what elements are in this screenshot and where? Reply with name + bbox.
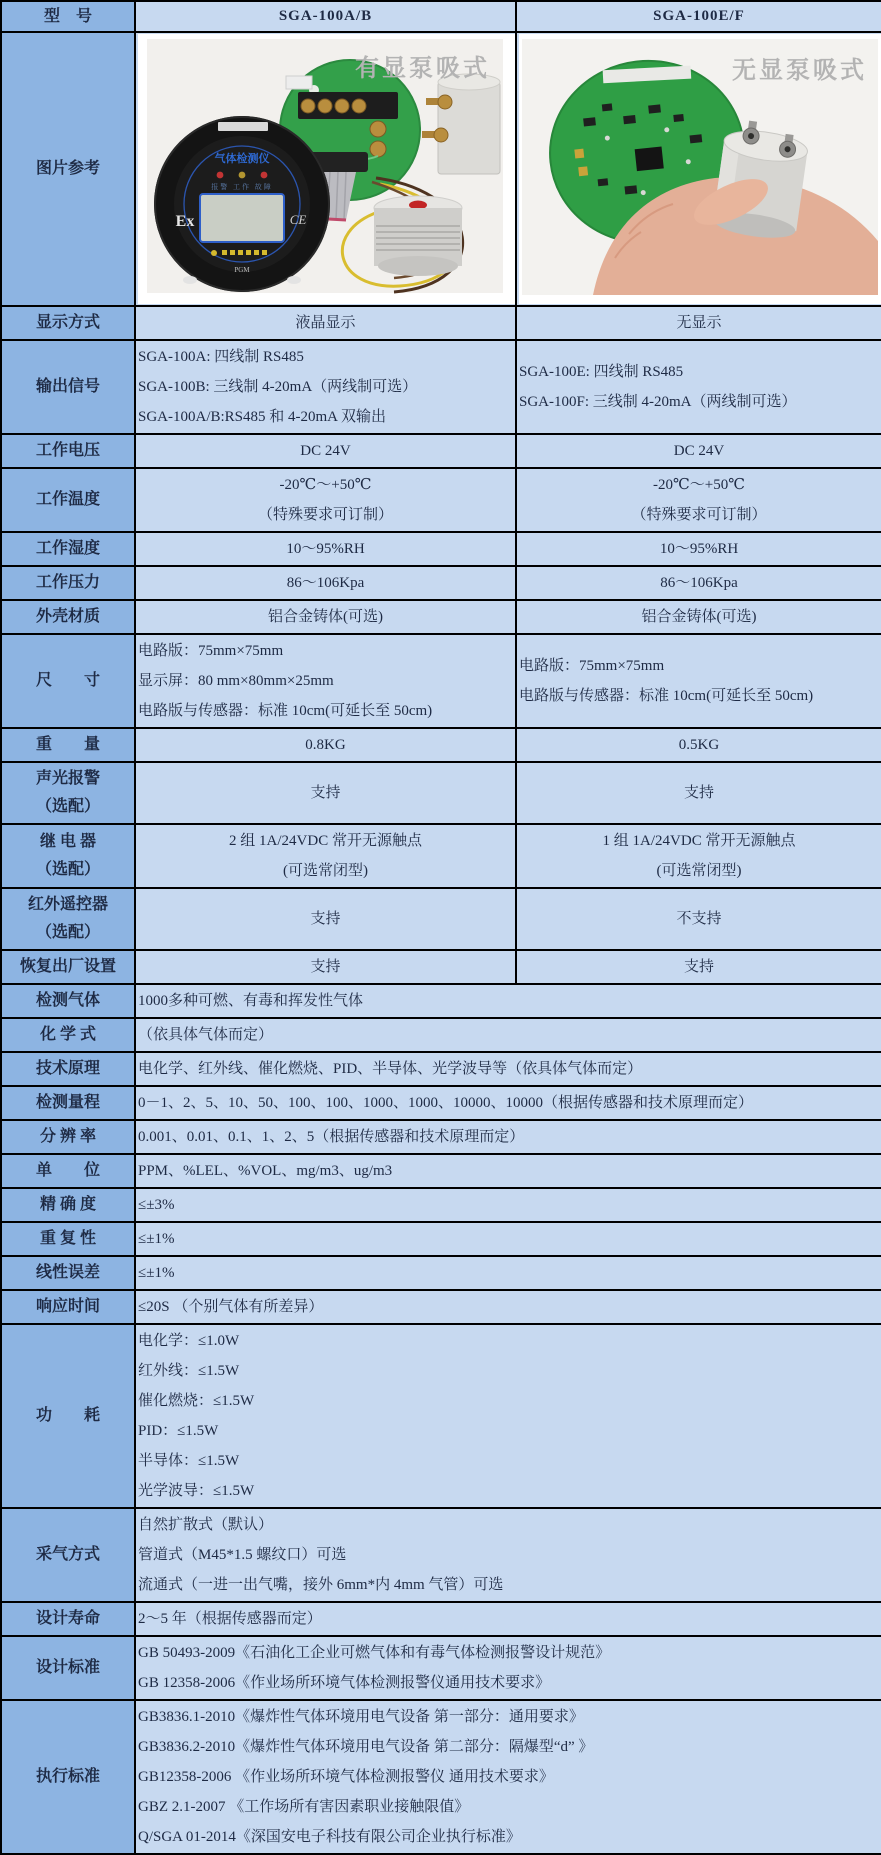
model-name-right: SGA-100E/F bbox=[516, 1, 881, 32]
spec-cell bbox=[135, 824, 516, 888]
row-label-line: 检测量程 bbox=[35, 1094, 100, 1111]
spec-cell bbox=[135, 950, 516, 984]
spec-cell bbox=[516, 888, 881, 950]
spec-cell bbox=[135, 762, 516, 824]
spec-row bbox=[1, 1120, 881, 1154]
spec-row bbox=[1, 468, 881, 532]
spec-line: 流通式（一进一出气嘴，接外 6mm*内 4mm 气管）可选 bbox=[138, 1577, 504, 1593]
row-label-line: 输出信号 bbox=[35, 378, 100, 395]
detector-illustration bbox=[154, 116, 330, 292]
row-label bbox=[1, 1290, 135, 1324]
spec-row bbox=[1, 1154, 881, 1188]
spec-cell bbox=[135, 1188, 881, 1222]
row-label bbox=[1, 1222, 135, 1256]
spec-line: -20℃～+50℃ bbox=[652, 477, 745, 493]
row-label bbox=[1, 888, 135, 950]
spec-row bbox=[1, 1222, 881, 1256]
row-label-line: 工作湿度 bbox=[35, 540, 100, 557]
spec-rows-body bbox=[1, 306, 881, 1854]
spec-line: PID：≤1.5W bbox=[138, 1423, 219, 1439]
spec-cell bbox=[135, 728, 516, 762]
spec-line: 支持 bbox=[683, 959, 714, 975]
row-label-line: 单 位 bbox=[35, 1162, 100, 1179]
row-label bbox=[1, 1086, 135, 1120]
spec-cell bbox=[135, 1508, 881, 1602]
spec-line: 0.001、0.01、0.1、1、2、5（根据传感器和技术原理而定） bbox=[138, 1129, 525, 1145]
spec-line: ≤20S （个别气体有所差异） bbox=[138, 1299, 324, 1315]
spec-row bbox=[1, 1018, 881, 1052]
spec-row bbox=[1, 434, 881, 468]
row-label bbox=[1, 468, 135, 532]
detector-led-labels: 报警 工作 故障 bbox=[211, 183, 273, 191]
spec-line: Q/SGA 01-2014《深国安电子科技有限公司企业执行标准》 bbox=[138, 1829, 521, 1845]
spec-cell bbox=[135, 340, 516, 434]
watermark-text-right: 无显泵吸式 bbox=[732, 58, 867, 84]
row-label bbox=[1, 634, 135, 728]
row-label bbox=[1, 1154, 135, 1188]
model-header-row bbox=[1, 1, 881, 32]
row-label-line: 恢复出厂设置 bbox=[19, 958, 116, 975]
spec-line: 支持 bbox=[310, 785, 341, 801]
row-label bbox=[1, 566, 135, 600]
spec-row bbox=[1, 600, 881, 634]
row-label bbox=[1, 984, 135, 1018]
spec-row bbox=[1, 340, 881, 434]
spec-line: DC 24V bbox=[300, 443, 351, 459]
row-label bbox=[1, 1324, 135, 1508]
spec-line: 86～106Kpa bbox=[286, 575, 365, 591]
spec-cell bbox=[135, 566, 516, 600]
row-label bbox=[1, 1700, 135, 1854]
row-label bbox=[1, 728, 135, 762]
spec-row bbox=[1, 634, 881, 728]
spec-cell bbox=[135, 888, 516, 950]
spec-line: (可选常闭型) bbox=[283, 863, 368, 879]
row-label-line: 重 复 性 bbox=[39, 1230, 96, 1247]
spec-row bbox=[1, 1508, 881, 1602]
spec-cell bbox=[135, 1120, 881, 1154]
spec-row bbox=[1, 1290, 881, 1324]
row-label-line: （选配） bbox=[35, 924, 100, 941]
row-label-line: 工作温度 bbox=[35, 491, 100, 508]
row-label-line: 技术原理 bbox=[35, 1060, 100, 1077]
spec-cell bbox=[135, 1256, 881, 1290]
spec-cell bbox=[516, 762, 881, 824]
spec-line: 铝合金铸体(可选) bbox=[268, 609, 383, 625]
spec-row bbox=[1, 1700, 881, 1854]
detector-title-text: 气体检测仪 bbox=[214, 153, 270, 165]
spec-cell bbox=[135, 1018, 881, 1052]
product-photo-cell-left bbox=[135, 32, 516, 306]
product-photo-sga100ef bbox=[519, 34, 881, 304]
spec-cell bbox=[516, 340, 881, 434]
spec-line: 红外线：≤1.5W bbox=[138, 1363, 240, 1379]
row-label bbox=[1, 1188, 135, 1222]
ce-mark-text: CE bbox=[289, 212, 307, 227]
spec-cell bbox=[135, 1636, 881, 1700]
row-label-line: 采气方式 bbox=[35, 1546, 100, 1563]
row-label bbox=[1, 824, 135, 888]
row-label bbox=[1, 762, 135, 824]
row-label-line: 重 量 bbox=[35, 736, 100, 753]
spec-cell bbox=[135, 1700, 881, 1854]
row-label bbox=[1, 1052, 135, 1086]
spec-cell bbox=[135, 306, 516, 340]
spec-line: 2～5 年（根据传感器而定） bbox=[138, 1611, 322, 1627]
row-label-line: 尺 寸 bbox=[35, 672, 100, 689]
spec-row bbox=[1, 824, 881, 888]
spec-line: (可选常闭型) bbox=[656, 863, 742, 879]
row-label-line: 工作电压 bbox=[35, 442, 100, 459]
spec-cell bbox=[135, 1290, 881, 1324]
spec-line: 催化燃烧：≤1.5W bbox=[138, 1393, 255, 1409]
spec-line: 光学波导：≤1.5W bbox=[138, 1483, 255, 1499]
spec-line: SGA-100A: 四线制 RS485 bbox=[138, 349, 304, 365]
model-header-label: 型 号 bbox=[1, 1, 135, 32]
spec-cell bbox=[516, 950, 881, 984]
spec-line: GB 12358-2006《作业场所环境气体检测报警仪通用技术要求》 bbox=[138, 1675, 551, 1691]
spec-row bbox=[1, 888, 881, 950]
lcd-screen bbox=[200, 194, 284, 242]
spec-row bbox=[1, 950, 881, 984]
spec-row bbox=[1, 984, 881, 1018]
spec-cell bbox=[135, 434, 516, 468]
spec-cell bbox=[516, 306, 881, 340]
spec-line: DC 24V bbox=[673, 443, 725, 459]
spec-cell bbox=[516, 532, 881, 566]
spec-line: 2 组 1A/24VDC 常开无源触点 bbox=[229, 833, 422, 849]
spec-line: 电路版：75mm×75mm bbox=[138, 643, 284, 659]
spec-cell bbox=[516, 634, 881, 728]
spec-line: 电路版：75mm×75mm bbox=[519, 658, 665, 674]
spec-cell bbox=[135, 984, 881, 1018]
ribbed-sensor-illustration bbox=[374, 196, 462, 276]
row-label bbox=[1, 1256, 135, 1290]
spec-line: 液晶显示 bbox=[295, 315, 356, 331]
spec-row bbox=[1, 566, 881, 600]
spec-line: SGA-100B: 三线制 4-20mA（两线制可选） bbox=[138, 379, 418, 395]
spec-line: 自然扩散式（默认） bbox=[138, 1517, 274, 1533]
row-label bbox=[1, 1508, 135, 1602]
spec-line: GB 50493-2009《石油化工企业可燃气体和有毒气体检测报警设计规范》 bbox=[138, 1645, 611, 1661]
spec-row bbox=[1, 1602, 881, 1636]
spec-row bbox=[1, 762, 881, 824]
product-photo-sga100ab bbox=[138, 34, 515, 304]
spec-row bbox=[1, 532, 881, 566]
spec-cell bbox=[516, 434, 881, 468]
spec-line: （特殊要求可订制） bbox=[257, 507, 393, 523]
spec-line: 电化学：≤1.0W bbox=[138, 1333, 240, 1349]
spec-line: 0.5KG bbox=[678, 737, 720, 753]
spec-line: 电路版与传感器：标准 10cm(可延长至 50cm) bbox=[138, 703, 433, 719]
spec-line: 86～106Kpa bbox=[660, 575, 738, 591]
row-label-line: 线性误差 bbox=[35, 1264, 100, 1281]
spec-row bbox=[1, 1324, 881, 1508]
spec-line: 铝合金铸体(可选) bbox=[641, 609, 757, 625]
spec-cell bbox=[516, 824, 881, 888]
spec-cell bbox=[516, 566, 881, 600]
row-label-line: 化 学 式 bbox=[39, 1026, 96, 1043]
spec-cell bbox=[135, 532, 516, 566]
spec-line: 电化学、红外线、催化燃烧、PID、半导体、光学波导等（依具体气体而定） bbox=[138, 1061, 643, 1077]
image-row bbox=[1, 32, 881, 306]
spec-line: GB12358-2006 《作业场所环境气体检测报警仪 通用技术要求》 bbox=[138, 1769, 554, 1785]
spec-line: 1 组 1A/24VDC 常开无源触点 bbox=[602, 833, 796, 849]
row-label bbox=[1, 950, 135, 984]
row-label bbox=[1, 340, 135, 434]
row-label-line: 外壳材质 bbox=[35, 608, 100, 625]
spec-cell bbox=[135, 1222, 881, 1256]
spec-cell bbox=[135, 1154, 881, 1188]
spec-cell bbox=[135, 600, 516, 634]
spec-cell bbox=[516, 468, 881, 532]
spec-line: 不支持 bbox=[676, 911, 722, 927]
spec-line: 10～95%RH bbox=[659, 541, 739, 557]
row-label-line: （选配） bbox=[35, 861, 100, 878]
spec-line: 显示屏：80 mm×80mm×25mm bbox=[138, 673, 334, 689]
spec-line: SGA-100A/B:RS485 和 4-20mA 双输出 bbox=[138, 409, 386, 425]
row-label bbox=[1, 434, 135, 468]
spec-line: ≤±1% bbox=[138, 1231, 175, 1247]
pgm-label-text: PGM bbox=[234, 266, 250, 274]
row-label-line: 设计寿命 bbox=[35, 1610, 100, 1627]
row-label bbox=[1, 1636, 135, 1700]
spec-row bbox=[1, 1086, 881, 1120]
spec-line: 半导体：≤1.5W bbox=[138, 1453, 240, 1469]
spec-line: 管道式（M45*1.5 螺纹口）可选 bbox=[138, 1547, 347, 1563]
spec-line: ≤±3% bbox=[138, 1197, 175, 1213]
spec-line: -20℃～+50℃ bbox=[279, 477, 372, 493]
model-name-left: SGA-100A/B bbox=[135, 1, 516, 32]
spec-cell bbox=[516, 728, 881, 762]
spec-row bbox=[1, 306, 881, 340]
spec-row bbox=[1, 1188, 881, 1222]
row-label bbox=[1, 306, 135, 340]
spec-cell bbox=[135, 468, 516, 532]
row-label-line: 红外遥控器 bbox=[27, 896, 108, 913]
spec-line: 支持 bbox=[683, 785, 714, 801]
row-label-line: 显示方式 bbox=[35, 314, 100, 331]
spec-line: SGA-100F: 三线制 4-20mA（两线制可选） bbox=[519, 394, 797, 410]
spec-line: （依具体气体而定） bbox=[138, 1027, 274, 1043]
spec-line: 支持 bbox=[310, 959, 341, 975]
spec-line: GB3836.2-2010《爆炸性气体环境用电气设备 第二部分：隔爆型“d” 》 bbox=[138, 1739, 594, 1755]
row-label-line: 声光报警 bbox=[35, 770, 100, 787]
spec-row bbox=[1, 1256, 881, 1290]
row-label-line: 分 辨 率 bbox=[39, 1128, 96, 1145]
row-label-line: 功 耗 bbox=[35, 1407, 100, 1424]
spec-cell bbox=[135, 1324, 881, 1508]
spec-cell bbox=[135, 1086, 881, 1120]
spec-row bbox=[1, 1636, 881, 1700]
spec-line: 0－1、2、5、10、50、100、100、1000、1000、10000、10000（根据传感器和技术原理而定） bbox=[138, 1095, 754, 1111]
spec-cell bbox=[135, 634, 516, 728]
row-label bbox=[1, 600, 135, 634]
row-label-line: 响应时间 bbox=[35, 1298, 100, 1315]
spec-line: GB3836.1-2010《爆炸性气体环境用电气设备 第一部分：通用要求》 bbox=[138, 1709, 584, 1725]
spec-line: GBZ 2.1-2007 《工作场所有害因素职业接触限值》 bbox=[138, 1799, 470, 1815]
product-photo-cell-right bbox=[516, 32, 881, 306]
spec-line: 电路版与传感器：标准 10cm(可延长至 50cm) bbox=[519, 688, 814, 704]
row-label-image: 图片参考 bbox=[1, 32, 135, 306]
spec-line: SGA-100E: 四线制 RS485 bbox=[519, 364, 684, 380]
spec-cell bbox=[135, 1602, 881, 1636]
spec-line: 1000多种可燃、有毒和挥发性气体 bbox=[138, 993, 364, 1009]
row-label-line: 设计标准 bbox=[35, 1659, 100, 1676]
row-label-line: （选配） bbox=[35, 798, 100, 815]
spec-line: PPM、%LEL、%VOL、mg/m3、ug/m3 bbox=[138, 1163, 393, 1179]
row-label bbox=[1, 1602, 135, 1636]
row-label bbox=[1, 1018, 135, 1052]
spec-row bbox=[1, 728, 881, 762]
row-label-line: 工作压力 bbox=[35, 574, 100, 591]
row-label-line: 执行标准 bbox=[35, 1768, 100, 1785]
spec-line: ≤±1% bbox=[138, 1265, 175, 1281]
row-label-line: 继 电 器 bbox=[39, 833, 96, 850]
spec-line: （特殊要求可订制） bbox=[631, 507, 767, 523]
row-label bbox=[1, 1120, 135, 1154]
spec-row bbox=[1, 1052, 881, 1086]
spec-line: 无显示 bbox=[676, 315, 722, 331]
spec-line: 10～95%RH bbox=[286, 541, 365, 557]
row-label bbox=[1, 532, 135, 566]
row-label-line: 精 确 度 bbox=[39, 1196, 96, 1213]
watermark-text-left: 有显泵吸式 bbox=[355, 56, 490, 82]
spec-cell bbox=[516, 600, 881, 634]
ex-mark-text: Ex bbox=[175, 213, 195, 230]
spec-line: 支持 bbox=[310, 911, 341, 927]
spec-line: 0.8KG bbox=[305, 737, 346, 753]
spec-cell bbox=[135, 1052, 881, 1086]
row-label-line: 检测气体 bbox=[35, 992, 100, 1009]
